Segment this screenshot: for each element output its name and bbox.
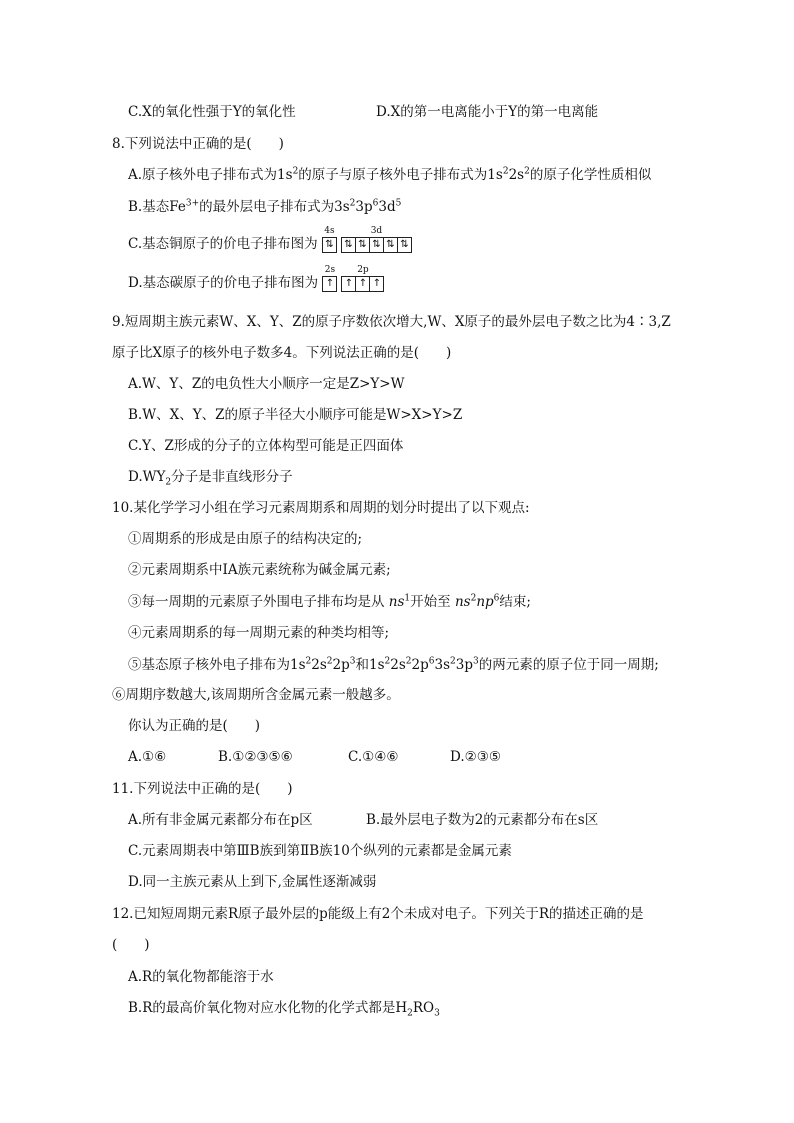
q10-point-1: ①周期系的形成是由原子的结构决定的;	[128, 531, 363, 547]
q11-option-a: A.所有非金属元素都分布在p区	[128, 812, 313, 828]
carbon-orbital-diagram	[322, 265, 384, 292]
q7-option-d: D.X的第一电离能小于Y的第一电离能	[376, 104, 599, 120]
orbital-box: ↑	[325, 278, 335, 289]
orbital-label-3d: 3d	[370, 226, 383, 236]
q9-stem-line2: 原子比X原子的核外电子数多4。下列说法正确的是( )	[112, 345, 452, 361]
q8-option-b: B.基态$Fe^{3+}$的最外层电子排布式为$3s^23p^63d^5$	[128, 198, 402, 215]
q8-option-a: A.原子核外电子排布式为$1s^2$的原子与原子核外电子排布式为$1s^22s^2$的原子化学性质相似	[128, 166, 652, 183]
orbital-label-4s: 4s	[324, 226, 335, 236]
q9-option-d: $D.WY_2$分子是非直线形分子	[128, 469, 293, 488]
q10-point-4: ④元素周期系的每一周期元素的种类均相等;	[128, 625, 390, 641]
orbital-box: ↑	[342, 277, 356, 291]
q10-option-b: B.①②③⑤⑥	[218, 749, 293, 765]
orbital-box: ↑	[356, 277, 370, 291]
q10-option-c: C.①④⑥	[348, 749, 399, 765]
q9-option-b: B.W、X、Y、Z的原子半径大小顺序可能是W>X>Y>Z	[128, 407, 463, 423]
orbital-box: ↑	[372, 278, 382, 289]
q11-stem: 11.下列说法中正确的是( )	[112, 781, 293, 797]
orbital-label-2p: 2p	[357, 265, 369, 275]
q10-point-6: ⑥周期序数越大,该周期所含金属元素一般越多。	[112, 687, 400, 703]
q12-stem-line2: ( )	[112, 937, 150, 953]
q9-option-a: A.W、Y、Z的电负性大小顺序一定是Z>Y>W	[128, 376, 405, 392]
q9-stem-line1: 9.短周期主族元素W、X、Y、Z的原子序数依次增大,W、X原子的最外层电子数之比为4∶3,Z	[112, 314, 671, 330]
q8-option-c: C.基态铜原子的价电子排布图为 4s ⇅ 3d ⇅ ⇅ ⇅ ⇅ ⇅	[128, 226, 412, 256]
q11-option-d: D.同一主族元素从上到下,金属性逐渐减弱	[128, 874, 377, 890]
copper-orbital-diagram	[322, 226, 412, 253]
q10-stem: 10.某化学学习小组在学习元素周期系和周期的划分时提出了以下观点:	[112, 500, 530, 516]
orbital-box: ⇅	[384, 238, 398, 252]
orbital-box: ⇅	[400, 239, 409, 250]
orbital-label-2s: 2s	[324, 265, 336, 275]
q10-point-2: ②元素周期系中ⅠA族元素统称为碱金属元素;	[128, 562, 391, 578]
orbital-box: ⇅	[356, 238, 370, 252]
q9-option-c: C.Y、Z形成的分子的立体构型可能是正四面体	[128, 438, 404, 454]
orbital-box: ⇅	[342, 238, 356, 252]
q10-ask: 你认为正确的是( )	[128, 718, 261, 734]
q8-option-d: D.基态碳原子的价电子排布图为 2s ↑ 2p ↑ ↑ ↑	[128, 265, 384, 295]
q12-option-b: B.R的最高价氧化物对应水化物的化学式都是$H_2RO_3$	[128, 1000, 440, 1019]
orbital-box: ⇅	[370, 238, 384, 252]
orbital-box: ⇅	[325, 239, 334, 250]
q12-stem-line1: 12.已知短周期元素R原子最外层的p能级上有2个未成对电子。下列关于R的描述正确的是	[112, 906, 644, 922]
q12-option-a: A.R的氧化物都能溶于水	[128, 969, 274, 985]
q11-option-c: C.元素周期表中第ⅢB族到第ⅡB族10个纵列的元素都是金属元素	[128, 843, 512, 859]
q10-option-a: A.①⑥	[128, 749, 167, 765]
q10-point-5: ⑤基态原子核外电子排布为$1s^22s^22p^3$和$1s^22s^22p^63s^23p^3$的两元素的原子位于同一周期;	[128, 656, 659, 673]
q7-option-c: C.X的氧化性强于Y的氧化性	[128, 104, 296, 120]
q8-stem: 8.下列说法中正确的是( )	[112, 136, 284, 152]
q11-option-b: B.最外层电子数为2的元素都分布在s区	[366, 812, 599, 828]
q10-option-d: D.②③⑤	[450, 749, 501, 765]
q10-point-3: ③每一周期的元素原子外围电子排布均是从 $ns^1$开始至 $ns^2np^6$结束;	[128, 593, 531, 610]
